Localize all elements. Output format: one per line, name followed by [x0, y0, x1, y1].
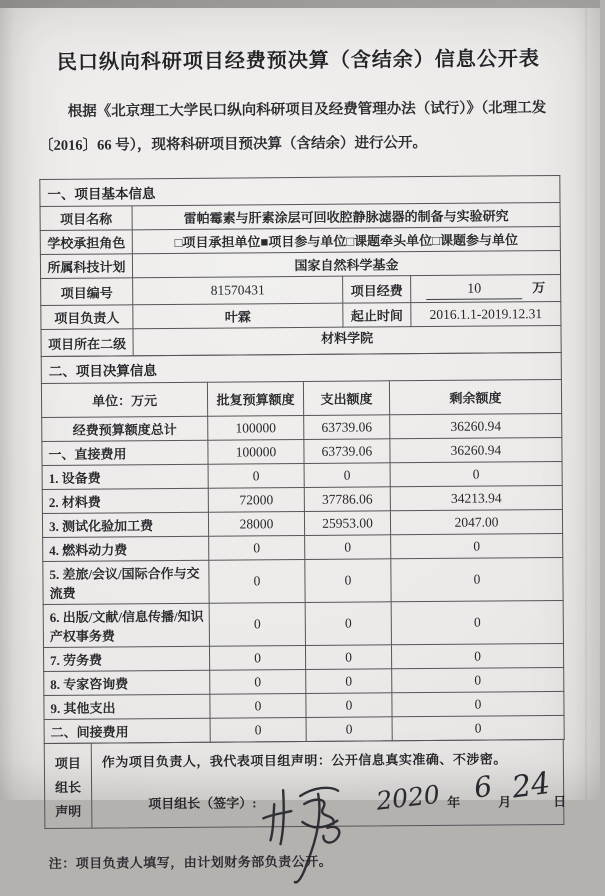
- funding-label: 项目经费: [343, 276, 411, 304]
- row-spent: 0: [306, 693, 392, 718]
- handwritten-year: 2020: [375, 780, 441, 816]
- project-name-label: 项目名称: [40, 206, 132, 231]
- row-budget: 0: [209, 535, 305, 560]
- row-label: 3. 测试化验加工费: [42, 512, 208, 537]
- row-remain: 0: [390, 461, 562, 486]
- row-budget: 0: [210, 693, 306, 718]
- row-remain: 0: [391, 643, 563, 668]
- basic-info-table: [39, 175, 561, 357]
- row-label: 4. 燃料动力费: [43, 536, 209, 561]
- department-cell: [133, 325, 561, 355]
- row-remain: 0: [391, 557, 563, 601]
- school-role-checkboxes: □项目承担单位■项目参与单位□课题牵头单位□课题参与单位: [132, 226, 560, 253]
- statement-declaration: 作为项目负责人，我代表项目组声明：公开信息真实准确、不涉密。: [102, 748, 555, 771]
- year-suffix: 年: [447, 792, 460, 811]
- row-remain: 36260.94: [390, 413, 562, 438]
- leader-label: 项目负责人: [41, 305, 133, 330]
- row-spent: 63739.06: [304, 439, 390, 464]
- row-spent: 0: [306, 669, 392, 694]
- funding-cell: [411, 274, 561, 302]
- settlement-table: [41, 352, 565, 744]
- row-remain: 0: [392, 667, 564, 692]
- basic-info-section-header: 一、项目基本信息: [40, 175, 560, 206]
- column-header-unit: 单位：万元: [41, 382, 207, 417]
- period-value: 2016.1.1-2019.12.31: [411, 301, 561, 326]
- row-remain: 0: [392, 715, 564, 740]
- row-label: 2. 材料费: [42, 488, 208, 513]
- row-budget: 100000: [208, 415, 304, 440]
- signature-line: [92, 776, 562, 828]
- row-spent: 63739.06: [304, 415, 390, 440]
- footnote: 注：项目负责人填写，由计划财务部负责公开。: [49, 849, 605, 872]
- day-suffix: 日: [553, 791, 566, 810]
- statement-body: [92, 740, 564, 828]
- statement-label-line2: 组长: [55, 776, 81, 795]
- settlement-section-header: 二、项目决算信息: [41, 352, 561, 383]
- row-budget: 0: [209, 559, 305, 603]
- row-spent: 0: [305, 645, 391, 670]
- row-spent: 0: [305, 559, 391, 603]
- school-role-label: 学校承担角色: [40, 230, 132, 255]
- row-budget: 0: [210, 669, 306, 694]
- month-suffix: 月: [498, 791, 511, 810]
- row-label: 二、间接费用: [44, 718, 210, 743]
- row-label: 6. 出版/文献/信息传播/知识产权事务费: [43, 603, 209, 647]
- row-budget: 100000: [208, 439, 304, 464]
- project-name-value: 雷帕霉素与肝素涂层可回收腔静脉滤器的制备与实验研究: [132, 202, 560, 229]
- row-spent: 0: [305, 602, 391, 646]
- project-no-value: 81570431: [133, 276, 343, 305]
- funding-value: 10: [426, 281, 522, 300]
- column-header-remaining: 剩余额度: [389, 379, 561, 414]
- row-remain: 0: [391, 533, 563, 558]
- page-title: 民口纵向科研项目经费预决算（含结余）信息公开表: [0, 42, 598, 76]
- program-value: 国家自然科学基金: [132, 250, 560, 277]
- row-label: 7. 劳务费: [43, 646, 209, 671]
- table-row: [43, 600, 563, 647]
- row-budget: 72000: [208, 487, 304, 512]
- sign-label: 项目组长（签字）:: [148, 792, 256, 812]
- department-label: 项目所在二级: [41, 329, 133, 357]
- row-budget: 0: [209, 645, 305, 670]
- handwritten-day: 24: [510, 766, 552, 806]
- project-no-label: 项目编号: [41, 278, 133, 306]
- row-label: 5. 差旅/会议/国际合作与交流费: [43, 560, 209, 604]
- funding-unit: 万: [532, 280, 545, 295]
- row-label: 经费预算额度总计: [42, 416, 208, 441]
- row-spent: 25953.00: [304, 511, 390, 536]
- leader-value: 叶霖: [133, 303, 343, 329]
- row-label: 9. 其他支出: [44, 694, 210, 719]
- row-label: 1. 设备费: [42, 464, 208, 489]
- program-label: 所属科技计划: [40, 254, 132, 279]
- statement-label-line1: 项目: [55, 752, 81, 771]
- row-budget: 28000: [208, 511, 304, 536]
- column-header-budget: 批复预算额度: [207, 381, 303, 416]
- signature-scribble: [260, 763, 381, 894]
- statement-label: [45, 744, 93, 828]
- paper-sheet: [0, 6, 605, 873]
- intro-line-2: 〔2016〕66 号），现将科研项目预决算（含结余）进行公开。: [39, 135, 427, 154]
- row-label: 一、直接费用: [42, 440, 208, 465]
- department-value: 材料学院: [321, 327, 373, 346]
- row-remain: 0: [392, 691, 564, 716]
- row-label: 8. 专家咨询费: [44, 670, 210, 695]
- row-remain: 36260.94: [390, 437, 562, 462]
- row-spent: 0: [305, 535, 391, 560]
- row-remain: 2047.00: [390, 509, 562, 534]
- row-budget: 0: [210, 717, 306, 742]
- period-label: 起止时间: [343, 303, 411, 328]
- intro-paragraph: [39, 91, 562, 163]
- form-tables: [39, 175, 564, 829]
- row-remain: 0: [391, 600, 563, 644]
- column-header-spent: 支出额度: [303, 381, 389, 416]
- row-spent: 37786.06: [304, 487, 390, 512]
- row-spent: 0: [306, 717, 392, 742]
- leader-statement-box: [44, 739, 565, 829]
- statement-label-line3: 声明: [55, 800, 81, 819]
- row-spent: 0: [304, 463, 390, 488]
- row-budget: 0: [208, 463, 304, 488]
- row-remain: 34213.94: [390, 485, 562, 510]
- handwritten-month: 6: [472, 769, 494, 804]
- intro-line-1: 根据《北京理工大学民口纵向科研项目及经费管理办法（试行）》（北理工发: [68, 100, 547, 120]
- table-row: [43, 557, 563, 604]
- row-budget: 0: [209, 602, 305, 646]
